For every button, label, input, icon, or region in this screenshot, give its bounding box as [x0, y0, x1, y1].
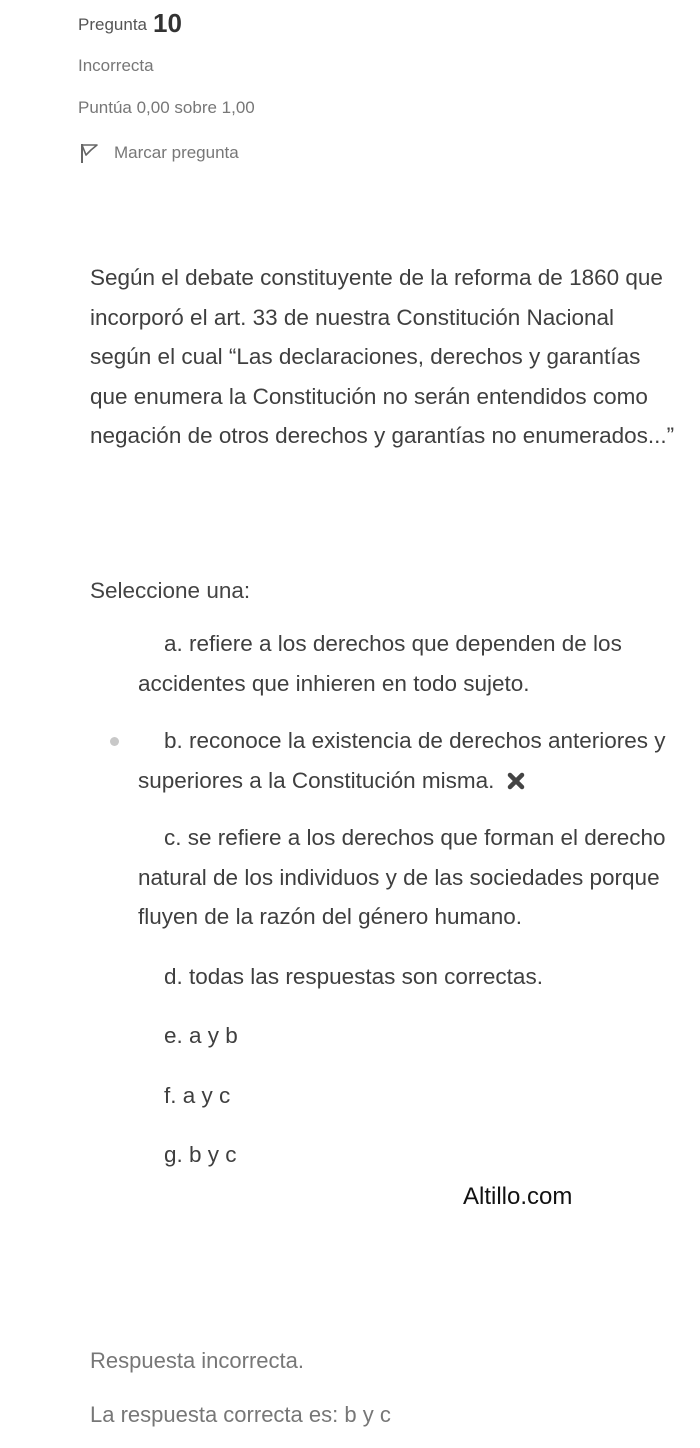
- incorrect-x-icon: [506, 771, 526, 791]
- option-d-label: d. todas las respuestas son correctas.: [164, 963, 543, 989]
- question-state: Incorrecta: [78, 56, 154, 75]
- option-b-label: b. reconoce la existencia de derechos anteriores y superiores a la Constitución misma.: [138, 728, 666, 793]
- option-b[interactable]: [108, 721, 668, 800]
- feedback-correct-answer: La respuesta correcta es: b y c: [90, 1402, 391, 1427]
- option-d[interactable]: [108, 957, 668, 997]
- answer-prompt: Seleccione una:: [90, 578, 251, 603]
- feedback-result: Respuesta incorrecta.: [90, 1348, 304, 1373]
- option-a-label: a. refiere a los derechos que dependen de los accidentes que inhieren en todo sujeto.: [138, 631, 622, 696]
- option-e-radio[interactable]: [110, 1032, 119, 1041]
- option-e-label: e. a y b: [164, 1023, 238, 1048]
- option-d-radio[interactable]: [110, 973, 119, 982]
- question-text: Según el debate constituyente de la reforma de 1860 que incorporó el art. 33 de nuestra Constitución Nacional según el cual “Las declaraciones, derechos y garantías que enumera la Constitución no serán entendidos como negación de otros derechos y garantías no enumerados...”: [90, 265, 675, 448]
- option-e[interactable]: [108, 1016, 668, 1056]
- option-f-radio[interactable]: [110, 1092, 119, 1101]
- answer-options: [108, 624, 668, 1175]
- option-a[interactable]: [108, 624, 668, 703]
- option-f-label: f. a y c: [164, 1082, 231, 1108]
- option-f[interactable]: [108, 1076, 668, 1116]
- flag-question-link[interactable]: [78, 142, 239, 164]
- option-g-label: g. b y c: [164, 1142, 237, 1167]
- option-b-text: [138, 721, 668, 800]
- option-c-label: c. se refiere a los derechos que forman el derecho natural de los individuos y de las sociedades porque fluyen de la razón del género humano.: [138, 825, 666, 929]
- flag-question-label: Marcar pregunta: [114, 143, 239, 162]
- question-number-heading: [78, 8, 182, 39]
- question-grade: Puntúa 0,00 sobre 1,00: [78, 98, 255, 117]
- option-g-radio[interactable]: [110, 1151, 119, 1160]
- option-c-radio[interactable]: [110, 834, 119, 843]
- option-b-radio[interactable]: [110, 737, 119, 746]
- question-number: 10: [153, 8, 182, 38]
- watermark: Altillo.com: [463, 1183, 573, 1210]
- question-label: Pregunta: [78, 15, 147, 34]
- option-c[interactable]: [108, 818, 668, 937]
- option-g[interactable]: [108, 1135, 668, 1175]
- flag-icon: [78, 142, 100, 164]
- option-a-radio[interactable]: [110, 640, 119, 649]
